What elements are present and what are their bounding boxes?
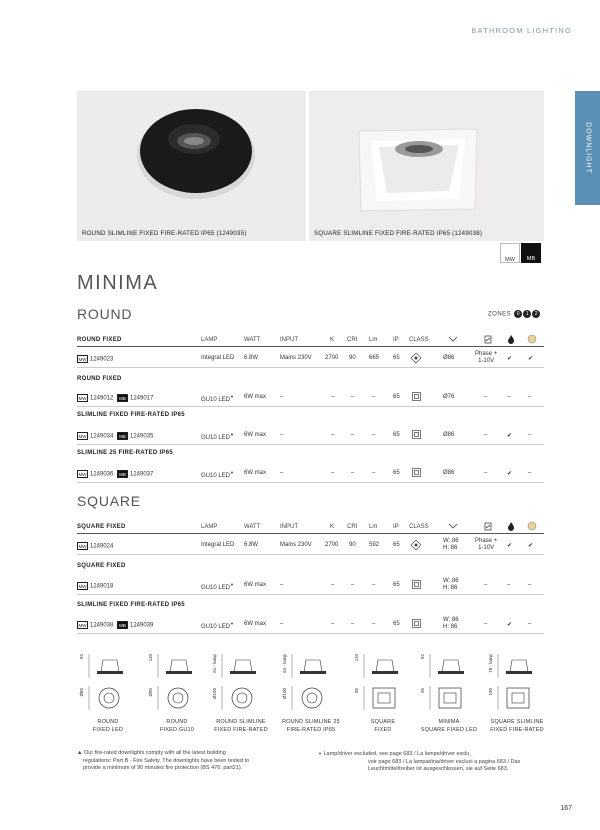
table-row xyxy=(77,614,544,634)
lamp: GU10 LED xyxy=(201,397,231,403)
lamp-excluded-mark: ▼ xyxy=(230,394,234,399)
dimming-a: Phase + xyxy=(475,538,498,544)
col-class: CLASS xyxy=(409,337,429,343)
col-cri: CRI xyxy=(347,337,358,343)
check-icon: ✔ xyxy=(507,433,513,439)
side-tab-label: DOWNLIGHT xyxy=(584,122,591,174)
col-lm: Lm xyxy=(369,337,378,343)
ip: 65 xyxy=(393,542,400,548)
diagram-label xyxy=(140,718,214,734)
ip: 65 xyxy=(393,355,400,361)
table-row xyxy=(77,463,544,483)
photo-round-slimline xyxy=(77,91,306,241)
col-class: CLASS xyxy=(409,524,429,530)
subsection-label: SLIMLINE FIXED FIRE-RATED IP65 xyxy=(77,602,185,608)
footnote-line: Our fire-rated downlights comply with all the latest building xyxy=(83,750,226,756)
diameter-dimension: Ø100 xyxy=(212,688,217,700)
diagram-label-line: FIXED FIRE-RATED xyxy=(214,727,268,733)
input: – xyxy=(280,394,284,400)
input: Mains 230V xyxy=(280,355,312,361)
footnote-fire-rated xyxy=(77,750,249,773)
height-dimension: 64 - lamp xyxy=(282,654,287,673)
height-dimension: 78 - lamp xyxy=(488,654,493,673)
diagram-label-line: MINIMA xyxy=(438,719,460,725)
diameter-dimension: 100 xyxy=(488,688,493,696)
height-dimension: 61 - lamp xyxy=(212,654,217,673)
product-code: 1249035 xyxy=(130,433,154,440)
lamp: Integral LED xyxy=(201,355,235,361)
footnote-line: voir page 683 / La lampadina/driver esclusi a pagina 683 / Das xyxy=(368,758,521,765)
finish-badge-mw: MW xyxy=(78,623,87,628)
subsection-label: SQUARE FIXED xyxy=(77,563,126,569)
product-title: MINIMA xyxy=(77,272,159,294)
ip: 65 xyxy=(393,470,400,476)
diagram-label-line: FIRE-RATED IP65 xyxy=(286,727,336,733)
lumens: – xyxy=(372,470,376,476)
col-watt: WATT xyxy=(244,524,261,530)
diagram-label-line: SQUARE FIXED LED xyxy=(420,727,478,733)
diameter: Ø86 xyxy=(443,355,455,361)
beam-angle-icon xyxy=(448,335,458,345)
finish-swatch-matt-black xyxy=(521,243,541,263)
col-watt: WATT xyxy=(244,337,261,343)
diameter-dimension: 95 xyxy=(420,688,425,694)
table-row xyxy=(77,575,544,595)
lamp-excluded-mark: ▼ xyxy=(230,621,234,626)
finish-badge-mw: MW xyxy=(78,584,87,589)
kelvin: – xyxy=(331,621,335,627)
class-2-icon xyxy=(411,353,421,365)
finish-badge-mb: MB xyxy=(117,432,128,440)
photo-square-slimline xyxy=(309,91,544,241)
side-tab-downlight[interactable] xyxy=(575,91,600,205)
class-1-icon xyxy=(412,430,421,441)
product-code: 1249012 xyxy=(90,395,114,402)
dimension-diagram xyxy=(354,652,414,719)
product-code: 1249038 xyxy=(90,622,114,629)
diagram-label-line: FIXED xyxy=(374,727,392,733)
diagram-label xyxy=(204,718,278,734)
col-input: INPUT xyxy=(280,337,298,343)
zone-badge: 2 xyxy=(532,310,540,318)
col-cri: CRI xyxy=(347,524,358,530)
round-heading: ROUND xyxy=(77,306,133,322)
footnote-lamp-excluded xyxy=(318,750,520,774)
check-icon: ✔ xyxy=(507,622,513,628)
finish-badge-mb: MB xyxy=(117,470,128,478)
check-icon: ✔ xyxy=(507,543,513,549)
dimming-a: Phase + xyxy=(475,351,498,357)
col-ip: IP xyxy=(393,524,399,530)
ip-rated-icon xyxy=(527,334,537,346)
input: Mains 230V xyxy=(280,542,312,548)
check-icon: ✔ xyxy=(507,471,513,477)
square-heading: SQUARE xyxy=(77,493,141,509)
dimming: – xyxy=(484,470,488,476)
input: – xyxy=(280,470,284,476)
lamp: GU10 LED xyxy=(201,585,231,591)
class-1-icon xyxy=(412,580,421,591)
kelvin: – xyxy=(331,394,335,400)
dimmable-icon xyxy=(484,335,492,346)
watt: 6W max xyxy=(244,470,267,476)
check-icon: ✔ xyxy=(507,356,513,362)
table-row xyxy=(77,535,544,555)
zones-label: ZONES xyxy=(488,311,512,318)
check-icon: ✔ xyxy=(528,543,534,549)
cri: – xyxy=(351,582,355,588)
watt: 6.8W xyxy=(244,355,259,361)
kelvin: 2700 xyxy=(325,355,339,361)
finish-swatch-matt-white xyxy=(500,243,520,263)
class-2-icon xyxy=(411,540,421,552)
col-lamp: LAMP xyxy=(201,337,218,343)
finish-badge-mw: MW xyxy=(78,357,87,362)
ip: 65 xyxy=(393,582,400,588)
section-category: BATHROOM LIGHTING xyxy=(471,26,572,35)
finish-badge-mw: MW xyxy=(78,544,87,549)
ip: 65 xyxy=(393,432,400,438)
finish-label-mw: MW xyxy=(505,257,515,263)
square-table-header xyxy=(77,520,544,534)
finish-label-mb: MB xyxy=(526,256,536,262)
watt: 6W max xyxy=(244,432,267,438)
dimmable-icon xyxy=(484,522,492,533)
table-row xyxy=(77,387,544,407)
kelvin: – xyxy=(331,470,335,476)
ip-rated: – xyxy=(528,432,532,438)
round-table-header xyxy=(77,333,544,347)
ip-rated: – xyxy=(528,621,532,627)
square-downlight-image xyxy=(309,91,544,241)
footnote-line: Leuchtmittel/treiber ist ausgeschlossen, sie auf Seite 683. xyxy=(368,766,509,772)
height-dimension: 82 xyxy=(79,654,84,660)
diagram-label xyxy=(480,718,554,734)
dimming-b: 1-10V xyxy=(478,545,495,551)
height-dimension: 110 xyxy=(354,654,359,662)
height-dimension: 110 xyxy=(148,654,153,662)
diameter: Ø76 xyxy=(443,394,455,400)
class-1-icon xyxy=(412,392,421,403)
diameter: Ø86 xyxy=(443,432,455,438)
zone-badge: 0 xyxy=(514,310,522,318)
ip-rated: – xyxy=(528,470,532,476)
diagram-label-line: ROUND SLIMLINE 25 xyxy=(282,719,340,725)
diagram-label-line: FIXED FIRE-RATED xyxy=(490,727,544,733)
page-number: 167 xyxy=(560,805,572,812)
finish-badge-mb: MB xyxy=(117,621,128,629)
cri: – xyxy=(351,432,355,438)
diagram-label xyxy=(412,718,486,734)
fire-rated: – xyxy=(507,394,511,400)
ip: 65 xyxy=(393,621,400,627)
subsection-label: ROUND FIXED xyxy=(77,376,122,382)
fire-rated-icon: ▲ xyxy=(77,750,84,756)
lamp: Integral LED xyxy=(201,542,235,548)
diagram-label xyxy=(346,718,420,734)
dimming: – xyxy=(484,394,488,400)
height: H: 86 xyxy=(443,545,458,551)
product-code: 1249037 xyxy=(130,471,154,478)
diagram-label-line: ROUND xyxy=(166,719,188,725)
cri: 90 xyxy=(349,542,356,548)
footnote-line: provide a minimum of 90 minutes fire protection (BS 476: part21). xyxy=(83,765,243,771)
lumens: – xyxy=(372,394,376,400)
lamp: GU10 LED xyxy=(201,473,231,479)
product-code: 1249024 xyxy=(90,543,114,550)
diameter-dimension: Ø100 xyxy=(282,688,287,700)
table-row xyxy=(77,425,544,445)
zone-badge: 1 xyxy=(523,310,531,318)
fire-rated-icon xyxy=(507,521,515,533)
product-code: 1249036 xyxy=(90,471,114,478)
cri: 90 xyxy=(349,355,356,361)
dimming: – xyxy=(484,582,488,588)
kelvin: – xyxy=(331,582,335,588)
beam-angle-icon xyxy=(448,522,458,532)
finish-badge-mw: MW xyxy=(78,434,87,439)
width: W: 86 xyxy=(443,578,459,584)
ip-rated: – xyxy=(528,582,532,588)
watt: 6W max xyxy=(244,621,267,627)
input: – xyxy=(280,432,284,438)
diagram-label-line: SQUARE xyxy=(370,719,396,725)
dimming: – xyxy=(484,621,488,627)
diagram-label-line: FIXED LED xyxy=(92,727,124,733)
width: W: 86 xyxy=(443,538,459,544)
lumens: – xyxy=(372,621,376,627)
col-lm: Lm xyxy=(369,524,378,530)
watt: 6W max xyxy=(244,582,267,588)
lamp-excluded-mark: ▼ xyxy=(318,751,322,756)
product-code: 1249018 xyxy=(90,583,114,590)
dimension-diagram xyxy=(79,652,139,719)
subsection-label: SLIMLINE FIXED FIRE-RATED IP65 xyxy=(77,412,185,418)
ip: 65 xyxy=(393,394,400,400)
check-icon: ✔ xyxy=(528,356,534,362)
height: H: 86 xyxy=(443,585,458,591)
dimension-diagram xyxy=(488,652,548,719)
lumens: – xyxy=(372,432,376,438)
product-code: 1249039 xyxy=(130,622,154,629)
lamp-excluded-mark: ▼ xyxy=(230,432,234,437)
col-ip: IP xyxy=(393,337,399,343)
ip-rated-icon xyxy=(527,521,537,533)
diagram-label-line: SQUARE SLIMLINE xyxy=(490,719,544,725)
dimming-b: 1-10V xyxy=(478,358,495,364)
round-downlight-image xyxy=(77,91,306,241)
dimension-diagram xyxy=(420,652,480,719)
col-product: SQUARE FIXED xyxy=(77,524,126,530)
kelvin: – xyxy=(331,432,335,438)
class-1-icon xyxy=(412,468,421,479)
col-product: ROUND FIXED xyxy=(77,337,122,343)
photo-caption-square: SQUARE SLIMLINE FIXED FIRE-RATED IP65 (1249038) xyxy=(314,230,483,237)
cri: – xyxy=(351,394,355,400)
dimension-diagram xyxy=(212,652,272,719)
class-1-icon xyxy=(412,619,421,630)
lamp: GU10 LED xyxy=(201,624,231,630)
lumens: 592 xyxy=(369,542,380,548)
diagram-label-line: ROUND SLIMLINE xyxy=(216,719,266,725)
input: – xyxy=(280,582,284,588)
cri: – xyxy=(351,621,355,627)
watt: 6W max xyxy=(244,394,267,400)
lamp-excluded-mark: ▼ xyxy=(230,582,234,587)
footnote-line: regulations: Part B - Fire Safety. The downlights have been tested to xyxy=(83,757,250,764)
ip-rated: – xyxy=(528,394,532,400)
product-code: 1249023 xyxy=(90,356,114,363)
dimming: – xyxy=(484,432,488,438)
footnote-line: Lamp/driver excluded, see page 683 / La lampe/driver exclu, xyxy=(323,751,471,757)
diameter-dimension: Ø85 xyxy=(148,688,153,697)
finish-badge-mw: MW xyxy=(78,472,87,477)
col-lamp: LAMP xyxy=(201,524,218,530)
diameter-dimension: Ø86 xyxy=(79,688,84,697)
subsection-label: SLIMLINE 25 FIRE-RATED IP65 xyxy=(77,450,174,456)
product-code: 1249034 xyxy=(90,433,114,440)
lamp: GU10 LED xyxy=(201,435,231,441)
zones-indicator xyxy=(488,310,540,318)
lumens: 665 xyxy=(369,355,380,361)
diagram-label-line: ROUND xyxy=(97,719,119,725)
dimension-diagram xyxy=(148,652,208,719)
col-k: K xyxy=(330,337,335,343)
diagram-label-line: FIXED GU10 xyxy=(159,727,195,733)
width: W: 86 xyxy=(443,617,459,623)
height-dimension: 82 xyxy=(420,654,425,660)
table-row xyxy=(77,348,544,368)
fire-rated: – xyxy=(507,582,511,588)
col-input: INPUT xyxy=(280,524,298,530)
lamp-excluded-mark: ▼ xyxy=(230,470,234,475)
kelvin: 2700 xyxy=(325,542,339,548)
cri: – xyxy=(351,470,355,476)
finish-badge-mw: MW xyxy=(78,396,87,401)
diameter: Ø86 xyxy=(443,470,455,476)
dimension-diagram xyxy=(282,652,342,719)
finish-badge-mb: MB xyxy=(117,394,128,402)
col-k: K xyxy=(330,524,335,530)
input: – xyxy=(280,621,284,627)
height: H: 86 xyxy=(443,624,458,630)
photo-caption-round: ROUND SLIMLINE FIXED FIRE-RATED IP65 (1249035) xyxy=(82,230,247,237)
product-code: 1249017 xyxy=(130,395,154,402)
diagram-label xyxy=(274,718,348,734)
lumens: – xyxy=(372,582,376,588)
diagram-label xyxy=(71,718,145,734)
fire-rated-icon xyxy=(507,334,515,346)
diameter-dimension: 85 xyxy=(354,688,359,694)
watt: 6.8W xyxy=(244,542,259,548)
